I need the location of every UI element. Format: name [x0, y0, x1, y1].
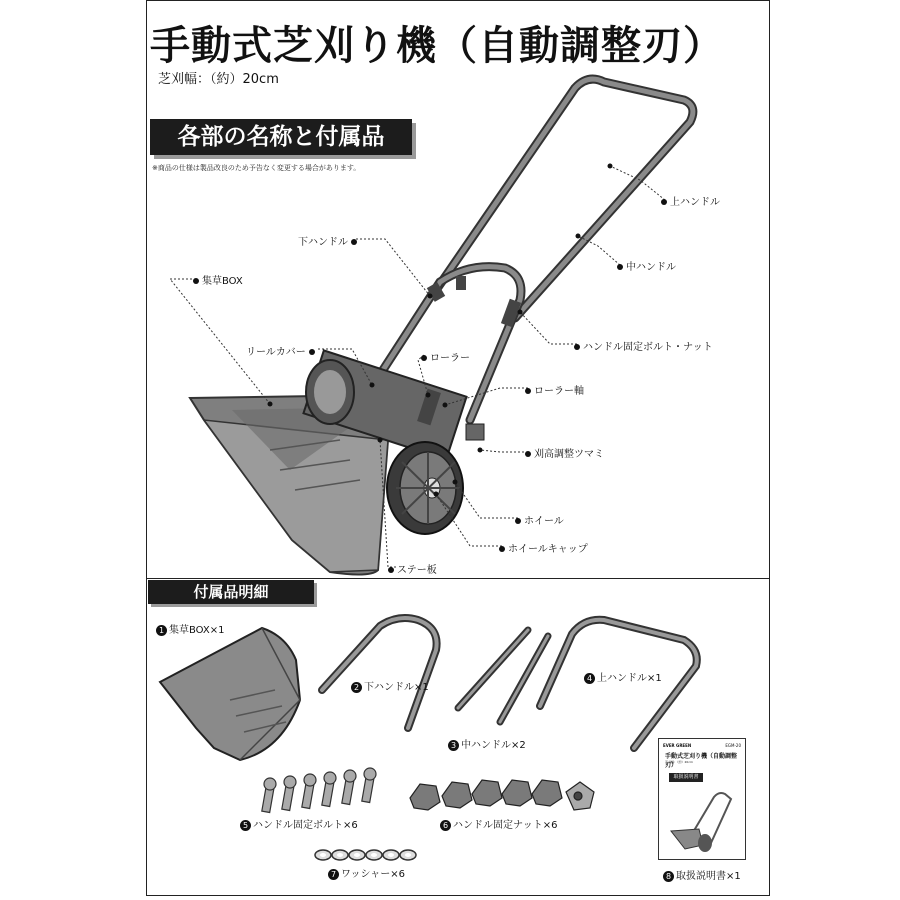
accessory-number: 7 — [328, 869, 339, 880]
callout-wheel-label: ホイール — [524, 516, 564, 527]
accessory-1 — [156, 621, 225, 636]
callout-wheel-cap — [496, 540, 588, 555]
bullet-icon — [515, 518, 521, 524]
bullet-icon — [574, 344, 580, 350]
callout-handle-bolt-nut — [571, 338, 713, 353]
accessory-6 — [440, 816, 558, 831]
callout-roller-label: ローラー — [430, 353, 470, 364]
accessory-1-label: 集草BOX×1 — [169, 625, 225, 636]
bullet-icon — [193, 278, 199, 284]
accessory-4 — [584, 669, 662, 684]
callout-height-knob-label: 刈高調整ツマミ — [534, 449, 604, 460]
manual-code: EGM-20 — [725, 743, 741, 748]
bullet-icon — [388, 567, 394, 573]
callout-roller-shaft — [522, 382, 584, 397]
callout-upper-handle — [658, 193, 720, 208]
callout-wheel — [512, 512, 564, 527]
accessory-8-label: 取扱説明書×1 — [676, 871, 741, 882]
callout-reel-cover-label: リールカバー — [246, 347, 306, 358]
callout-roller — [418, 349, 470, 364]
callout-upper-handle-label: 上ハンドル — [670, 197, 720, 208]
accessory-2 — [351, 678, 429, 693]
section-divider — [146, 578, 770, 579]
accessory-7 — [328, 865, 405, 880]
accessory-6-label: ハンドル固定ナット×6 — [453, 820, 558, 831]
callout-roller-shaft-label: ローラー軸 — [534, 386, 584, 397]
accessory-2-label: 下ハンドル×1 — [364, 682, 429, 693]
bullet-icon — [525, 388, 531, 394]
accessory-number: 2 — [351, 682, 362, 693]
accessories-header: 付属品明細 — [148, 580, 314, 604]
section-header: 各部の名称と付属品 — [150, 119, 412, 155]
callout-lower-handle — [298, 233, 360, 248]
bullet-icon — [661, 199, 667, 205]
accessory-4-label: 上ハンドル×1 — [597, 673, 662, 684]
bullet-icon — [421, 355, 427, 361]
callout-reel-cover — [246, 343, 318, 358]
callout-handle-bolt-nut-label: ハンドル固定ボルト・ナット — [583, 342, 713, 353]
bullet-icon — [309, 349, 315, 355]
accessory-number: 1 — [156, 625, 167, 636]
page-title: 手動式芝刈り機（自動調整刃） — [150, 23, 724, 69]
bullet-icon — [617, 264, 623, 270]
bullet-icon — [499, 546, 505, 552]
callout-middle-handle — [614, 258, 676, 273]
manual-width: 芝刈幅：（約）20cm — [665, 760, 693, 764]
manual-header: 取扱説明書 — [669, 773, 703, 782]
manual-brand: EVER GREEN — [663, 743, 692, 748]
accessory-5 — [240, 816, 358, 831]
accessory-number: 3 — [448, 740, 459, 751]
manual-mower-icon — [659, 739, 747, 861]
callout-stay-plate — [385, 561, 437, 576]
accessory-3-label: 中ハンドル×2 — [461, 740, 526, 751]
cutting-width: 芝刈幅：（約）20cm — [158, 72, 279, 87]
instruction-manual-thumbnail — [658, 738, 746, 860]
accessory-5-label: ハンドル固定ボルト×6 — [253, 820, 358, 831]
accessory-7-label: ワッシャー×6 — [341, 869, 406, 880]
accessory-8 — [663, 867, 741, 882]
callout-middle-handle-label: 中ハンドル — [626, 262, 676, 273]
accessory-number: 4 — [584, 673, 595, 684]
callout-lower-handle-label: 下ハンドル — [298, 237, 348, 248]
callout-stay-plate-label: ステー板 — [397, 565, 437, 576]
accessory-number: 5 — [240, 820, 251, 831]
callout-height-knob — [522, 445, 604, 460]
accessory-3 — [448, 736, 526, 751]
manual-title: 手動式芝刈り機（自動調整刃） — [665, 753, 738, 769]
bullet-icon — [525, 451, 531, 457]
bullet-icon — [351, 239, 357, 245]
callout-grass-box — [190, 272, 243, 287]
callout-wheel-cap-label: ホイールキャップ — [508, 544, 588, 555]
callout-grass-box-label: 集草BOX — [202, 276, 243, 287]
accessory-number: 8 — [663, 871, 674, 882]
accessory-number: 6 — [440, 820, 451, 831]
spec-note: ※商品の仕様は製品改良のため予告なく変更する場合があります。 — [152, 164, 361, 172]
